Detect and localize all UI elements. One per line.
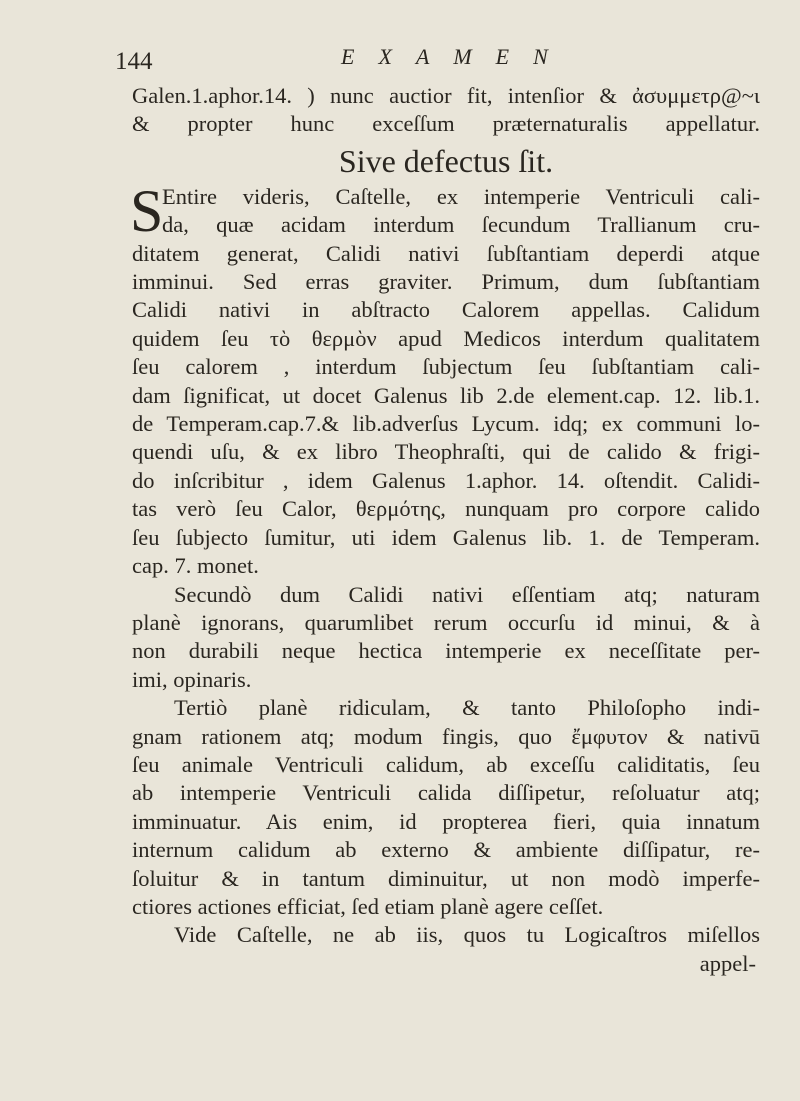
text-line: Galen.1.aphor.14. ) nunc auctior fit, intenſior & ἀσυμμετρ@~ι [132, 83, 760, 108]
text-line: Tertiò planè ridiculam, & tanto Philoſopho indi- [174, 695, 760, 721]
text-line: Vide Caſtelle, ne ab iis, quos tu Logicaſtros miſellos [174, 922, 760, 948]
paragraph [132, 921, 760, 949]
section-heading: Sive defectus ſit. [338, 142, 554, 179]
text-line: cap. 7. monet. [132, 553, 259, 579]
text-line: ſeu animale Ventriculi calidum, ab exceſſu caliditatis, ſeu [132, 751, 760, 777]
text-line: quendi uſu, & ex libro Theophraſti, qui de calido & frigi- [132, 439, 760, 465]
text-line: quidem ſeu τὸ θερμὸν apud Medicos interdum qualitatem [132, 325, 760, 351]
drop-cap: S [130, 177, 164, 244]
text-line: non durabili neque hectica intemperie ex neceſſitate per- [132, 638, 760, 664]
text-line: tas verò ſeu Calor, θερμότης, nunquam pro corpore calido [132, 496, 760, 522]
paragraph [130, 177, 760, 581]
text-line: ſeu ſubjecto ſumitur, uti idem Galenus lib. 1. de Temperam. [132, 524, 760, 550]
text-line: de Temperam.cap.7.& lib.adverſus Lycum. idq; ex communi lo- [132, 411, 760, 437]
paragraph [132, 694, 760, 921]
text-line: internum calidum ab externo & ambiente diſſipatur, re- [132, 837, 760, 863]
text-line: Secundò dum Calidi nativi eſſentiam atq; naturam [174, 581, 760, 607]
page-header [115, 40, 755, 76]
text-line: imi, opinaris. [132, 666, 252, 692]
running-head: EXAMEN [341, 44, 572, 69]
text-line: ſoluitur & in tantum diminuitur, ut non modò imperfe- [132, 865, 760, 891]
paragraph [132, 581, 760, 695]
text-line: planè ignorans, quarumlibet rerum occurſu id minui, & à [132, 609, 760, 635]
text-line: do inſcribitur , idem Galenus 1.aphor. 14. oſtendit. Calidi- [132, 467, 760, 493]
text-line: imminui. Sed erras graviter. Primum, dum ſubſtantiam [132, 269, 760, 295]
catchword: appel- [699, 950, 756, 976]
text-line: imminuatur. Ais enim, id propterea fieri, quia innatum [132, 808, 760, 834]
text-line: ſeu calorem , interdum ſubjectum ſeu ſubſtantiam cali- [132, 354, 760, 380]
text-line: Entire videris, Caſtelle, ex intemperie Ventriculi cali- [162, 183, 760, 209]
text-line: ab intemperie Ventriculi calida diſſipetur, reſoluatur atq; [132, 780, 760, 806]
text-line: ctiores actiones efficiat, ſed etiam planè agere ceſſet. [132, 893, 604, 919]
text-line: & propter hunc exceſſum præternaturalis appellatur. [132, 111, 760, 137]
text-line: da, quæ acidam interdum ſecundum Trallianum cru- [162, 212, 760, 238]
text-line: Calidi nativi in abſtracto Calorem appellas. Calidum [132, 297, 760, 323]
body-text [132, 82, 760, 978]
text-line: ditatem generat, Calidi nativi ſubſtantiam deperdi atque [132, 240, 760, 266]
text-line: dam ſignificat, ut docet Galenus lib 2.de element.cap. 12. lib.1. [132, 382, 760, 408]
text-line: gnam rationem atq; modum fingis, quo ἔμφυτον & nativū [132, 723, 760, 749]
page-number: 144 [115, 48, 153, 75]
